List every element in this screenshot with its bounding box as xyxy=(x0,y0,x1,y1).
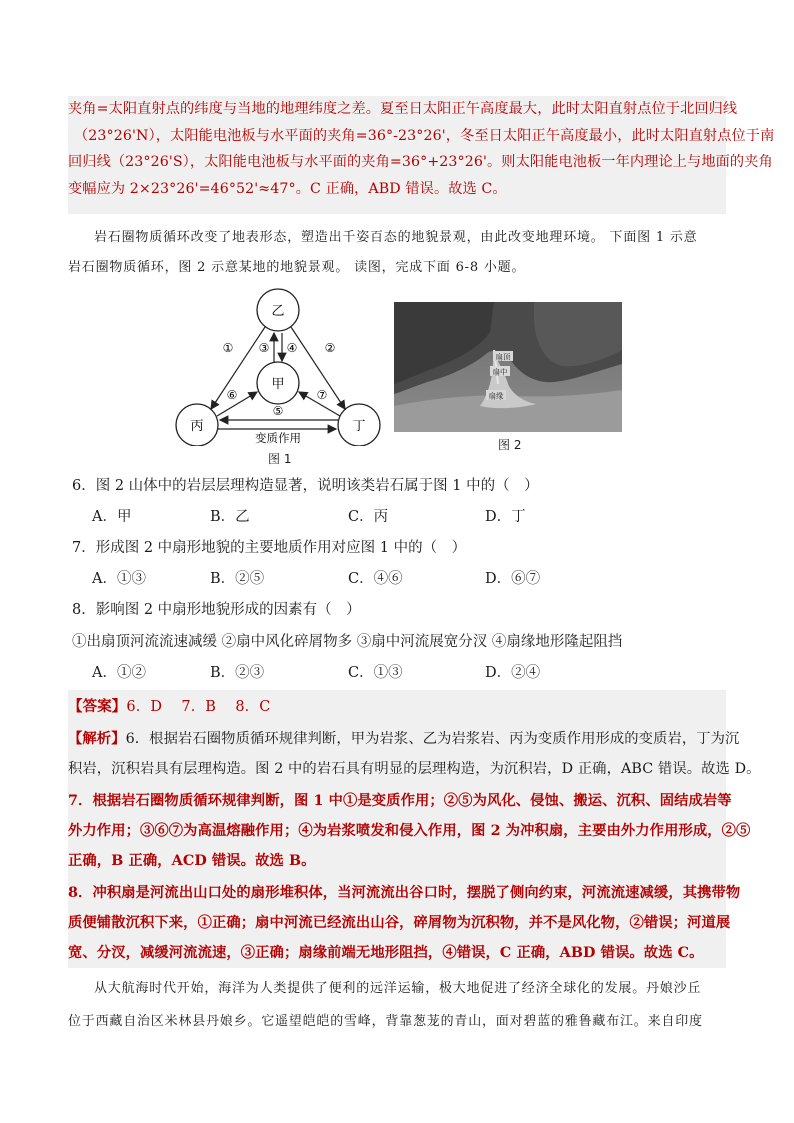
arrow-label-4: ④ xyxy=(286,341,298,355)
analysis-q8-line2: 质便铺散沉积下来，①正确；扇中河流已经流出山谷，碎屑物为沉积物，并不是风化物，②错误；河道展 xyxy=(68,915,731,931)
passage-line: 岩石圈物质循环，图 2 示意某地的地貌景观。 读图，完成下面 6-8 小题。 xyxy=(68,260,526,275)
figure-1-rock-cycle-diagram xyxy=(170,286,390,446)
answer-line xyxy=(68,694,726,721)
node-top-label: 乙 xyxy=(271,304,285,319)
question-6-option-b[interactable]: B．乙 xyxy=(210,509,250,525)
analysis-q8-line3: 宽、分汊，减缓河流流速，③正确；扇缘前端无地形阻挡，④错误，C 正确，ABD 错误。故选 C。 xyxy=(68,945,704,961)
arrow-label-6: ⑥ xyxy=(226,388,238,402)
analysis-line: 变幅应为 2×23°26'=46°52'≈47°。C 正确，ABD 错误。故选 C。 xyxy=(68,180,507,197)
question-7-option-a[interactable]: A．①③ xyxy=(92,571,146,587)
arrow-label-2: ② xyxy=(324,341,336,355)
analysis-q7-line2: 外力作用；③⑥⑦为高温熔融作用；④为岩浆喷发和侵入作用，图 2 为冲积扇，主要由外力作用形成，②⑤ xyxy=(68,823,751,839)
answer-text: 6．D 7．B 8．C xyxy=(126,699,271,715)
arrow-label-7: ⑦ xyxy=(316,388,328,402)
metamorphism-label: 变质作用 xyxy=(255,431,301,445)
fan-apex-label: 扇顶 xyxy=(495,352,511,362)
analysis-q6-line2: 积岩，沉积岩具有层理构造。图 2 中的岩石具有明显的层理构造，为沉积岩，D 正确，ABC 错误。故选 D。 xyxy=(68,761,761,777)
question-7-option-b[interactable]: B．②⑤ xyxy=(210,571,265,587)
analysis-q7 xyxy=(68,786,751,876)
figure-1-caption: 图 1 xyxy=(268,452,292,466)
question-6-option-a[interactable]: A．甲 xyxy=(92,509,132,525)
node-left-label: 丙 xyxy=(190,419,204,434)
previous-analysis xyxy=(68,96,775,214)
question-7-option-c[interactable]: C．④⑥ xyxy=(348,571,403,587)
analysis-q7-line1: 7．根据岩石圈物质循环规律判断，图 1 中①是变质作用；②⑤为风化、侵蚀、搬运、沉积、固结成岩等 xyxy=(68,793,732,809)
question-8-option-a[interactable]: A．①② xyxy=(92,665,146,681)
analysis-q8-line1: 8．冲积扇是河流出山口处的扇形堆积体，当河流流出谷口时，摆脱了侧向约束，河流流速减缓，其携带物 xyxy=(68,885,741,901)
passage xyxy=(68,223,726,283)
node-center-label: 甲 xyxy=(271,377,285,392)
analysis-line: 夹角=太阳直射点的纬度与当地的地理纬度之差。夏至日太阳正午高度最大，此时太阳直射点位于北回归线 xyxy=(68,101,738,117)
analysis-line: 回归线（23°26'S），太阳能电池板与水平面的夹角=36°+23°26'。则太阳能电池板一年内理论上与地面的夹角 xyxy=(68,154,773,171)
analysis-line: （23°26'N），太阳能电池板与水平面的夹角=36°-23°26'，冬至日太阳正午高度最小，此时太阳直射点位于南 xyxy=(74,127,775,144)
answer-tag: 【答案】 xyxy=(68,698,127,715)
analysis-tag: 【解析】 xyxy=(68,731,126,747)
analysis-q8 xyxy=(68,878,741,968)
question-7-option-d[interactable]: D．⑥⑦ xyxy=(485,571,541,587)
figure-2-alluvial-fan-photo xyxy=(394,302,622,432)
next-passage-line: 位于西藏自治区米林县丹娘乡。它遥望皑皑的雪峰，背靠葱茏的青山，面对碧蓝的雅鲁藏布江。来自印度 xyxy=(68,1014,703,1029)
arrow-label-5: ⑤ xyxy=(272,404,284,418)
analysis-q6 xyxy=(68,724,761,784)
question-6-option-c[interactable]: C．丙 xyxy=(348,509,389,525)
arrow-label-3: ③ xyxy=(258,341,270,355)
question-6-stem: 6．图 2 山体中的岩层层理构造显著，说明该类岩石属于图 1 中的（ ） xyxy=(72,478,539,494)
question-8-option-c[interactable]: C．①③ xyxy=(348,665,403,681)
question-7-stem: 7．形成图 2 中扇形地貌的主要地质作用对应图 1 中的（ ） xyxy=(72,540,467,556)
question-8-option-b[interactable]: B．②③ xyxy=(210,665,265,681)
analysis-q6-line1: 6．根据岩石圈物质循环规律判断，甲为岩浆、乙为岩浆岩、丙为变质作用形成的变质岩，丁为沉 xyxy=(125,731,740,747)
analysis-q7-line3: 正确，B 正确，ACD 错误。故选 B。 xyxy=(68,853,316,869)
figure-2-caption: 图 2 xyxy=(498,438,522,452)
question-6-option-d[interactable]: D．丁 xyxy=(485,509,526,525)
question-8-option-d[interactable]: D．②④ xyxy=(485,665,541,681)
next-passage-line: 从大航海时代开始，海洋为人类提供了便利的远洋运输，极大地促进了经济全球化的发展。丹娘沙丘 xyxy=(94,981,702,996)
node-right-label: 丁 xyxy=(352,419,366,434)
passage-line: 岩石圈物质循环改变了地表形态，塑造出千姿百态的地貌景观，由此改变地理环境。 下面图 1 示意 xyxy=(94,230,698,245)
arrow-label-1: ① xyxy=(222,341,234,355)
question-8-factors: ①出扇顶河流流速减缓 ②扇中风化碎屑物多 ③扇中河流展宽分汊 ④扇缘地形隆起阻挡 xyxy=(72,634,623,650)
fan-middle-label: 扇中 xyxy=(492,367,508,377)
question-8-stem: 8．影响图 2 中扇形地貌形成的因素有（ ） xyxy=(72,602,361,618)
next-passage xyxy=(68,972,726,1038)
fan-edge-label: 扇缘 xyxy=(488,391,504,401)
